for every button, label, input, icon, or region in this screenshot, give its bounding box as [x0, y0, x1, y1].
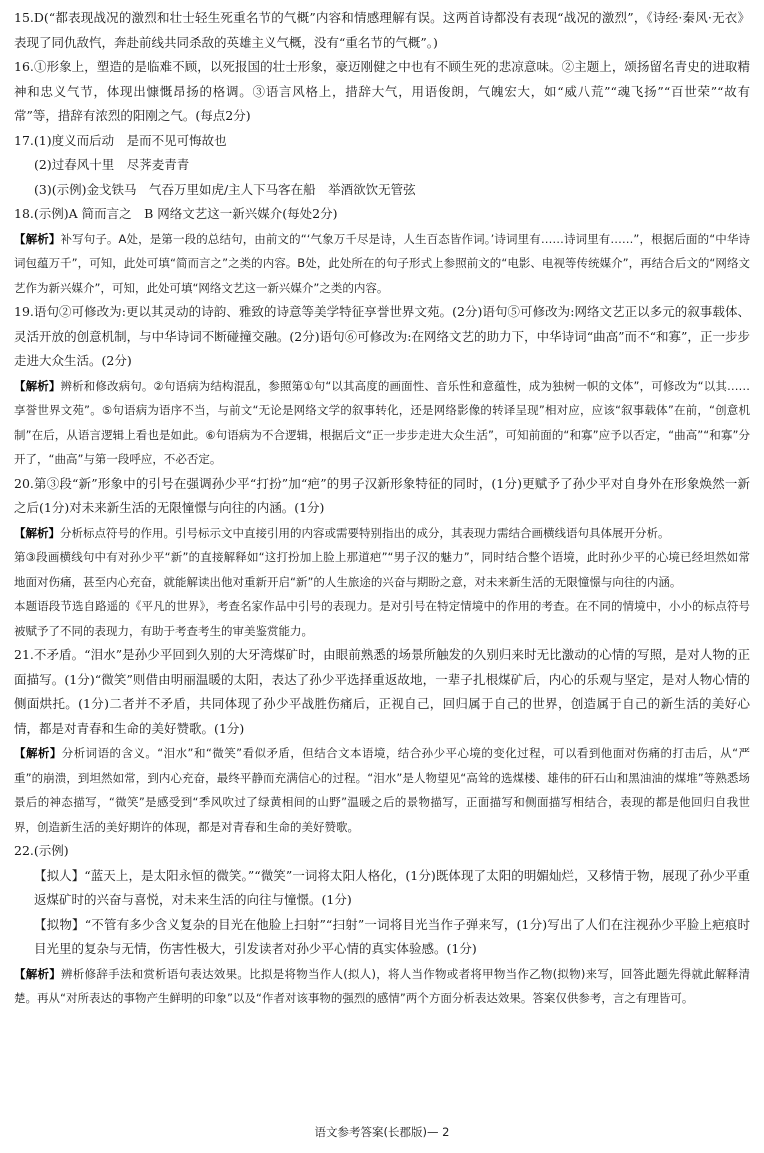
- answer-21: 21.不矛盾。“泪水”是孙少平回到久别的大牙湾煤矿时，由眼前熟悉的场景所触发的久别归来时无比激动的心情的写照，是对人物的正面描写。(1分)“微笑”则借由明丽温暖的太阳，表达了孙少平选择重返故地，一辈子扎根煤矿后，内心的乐观与坚定，是对人物心情的侧面烘托。(1分)二者并不矛盾，共同体现了孙少平战胜伤痛后，正视自己，回归属于自己的世界，创造属于自己的新生活的美好心情，都是对青春和生命的美好赞歌。(1分): [14, 647, 750, 736]
- analysis-20-para-3: 本题语段节选自路遥的《平凡的世界》，考查名家作品中引号的表现力。是对引号在特定情境中的作用的考查。在不同的情境中，小小的标点符号被赋予了不同的表现力，有助于考查考生的审美鉴赏能力。: [14, 599, 750, 638]
- analysis-22: [14, 962, 750, 1011]
- analysis-22-text: 辨析修辞手法和赏析语句表达效果。比拟是将物当作人(拟人)，将人当作物或者将甲物当作乙物(拟物)来写，回答此题先得就此解释清楚。再从“对所表达的事物产生鲜明的印象”以及“作者对该事物的强烈的感情”两个方面分析表达效果。答案仅供参考，言之有理皆可。: [14, 966, 750, 1005]
- analysis-tag: 【解析】: [14, 231, 61, 246]
- page-footer: 语文参考答案(长郡版)— 2: [314, 1125, 450, 1139]
- analysis-21-text: 分析词语的含义。“泪水”和“微笑”看似矛盾，但结合文本语境，结合孙少平心境的变化过程，可以看到他面对伤痛的打击后，从“严重”的崩溃，到坦然如常，到内心充奋，最终平静而充满信心的过程。“泪水”是人物望见“高耸的选煤楼、雄伟的矸石山和黑油油的煤堆”等熟悉场景后的神态描写，“微笑”是感受到“季风吹过了绿黄相间的山野”温暖之后的景物描写，正面描写和侧面描写相结合，表现的都是他回归自我世界，创造新生活的美好期许的体现，都是对青春和生命的美好赞歌。: [14, 746, 750, 834]
- answer-18: 18.(示例)A 简而言之 B 网络文艺这一新兴媒介(每处2分): [14, 206, 338, 221]
- analysis-21: [14, 741, 750, 839]
- answer-22-personification: 【拟人】“蓝天上，是太阳永恒的微笑。”“微笑”一词将太阳人格化，(1分)既体现了太阳的明媚灿烂，又移情于物，展现了孙少平重返煤矿时的兴奋与喜悦，对未来生活的向往与憧憬。(1分): [34, 867, 750, 907]
- answer-19: 19.语句②可修改为:更以其灵动的诗韵、雅致的诗意等美学特征享誉世界文苑。(2分)语句⑤可修改为:网络文艺正以多元的叙事载体、灵活开放的创意机制，与中华诗词不断碰撞交融。(2分)语句⑥可修改为:在网络文艺的助力下，中华诗词“曲高”而不“和寡”，正一步步走进大众生活。(2分): [14, 304, 750, 368]
- answer-17-2: (2)过春风十里 尽荠麦青青: [34, 157, 190, 172]
- analysis-20: [14, 521, 750, 546]
- answer-22-objectification: 【拟物】“不管有多少含义复杂的目光在他脸上扫射”“扫射”一词将目光当作子弹来写，(1分)写出了人们在注视孙少平脸上疤痕时目光里的复杂与无情，伤害性极大，引发读者对孙少平心情的真实体验感。(1分): [34, 916, 750, 956]
- analysis-19: [14, 374, 750, 472]
- answer-16: 16.①形象上，塑造的是临难不顾，以死报国的壮士形象，豪迈刚健之中也有不顾生死的悲凉意味。②主题上，颂扬留名青史的进取精神和忠义气节，体现出慷慨昂扬的格调。③语言风格上，措辞大气，用语俊朗，气魄宏大，如“威八荒”“魂飞扬”“百世荣”“故有常”等，措辞有浓烈的阳刚之气。(每点2分): [14, 59, 750, 123]
- analysis-18-text: 补写句子。A处，是第一段的总结句，由前文的“‘气象万千尽是诗，人生百态皆作词。’诗词里有……诗词里有……”，根据后面的“中华诗词包蕴万千”，可知，此处可填“简而言之”之类的内容。B处，此处所在的句子形式上参照前文的“电影、电视等传统媒介”，再结合后文的“网络文艺作为新兴媒介”，可知，此处可填“网络文艺这一新兴媒介”之类的内容。: [14, 231, 751, 295]
- analysis-tag: 【解析】: [14, 746, 62, 760]
- answer-page: [14, 6, 750, 1011]
- answer-17-3: (3)(示例)金戈铁马 气吞万里如虎/主人下马客在船 举酒欲饮无管弦: [34, 181, 416, 197]
- analysis-tag: 【解析】: [14, 525, 60, 540]
- answer-15: 15.D(“都表现战况的激烈和壮士轻生死重名节的气概”内容和情感理解有误。这两首诗都没有表现“战况的激烈”，《诗经·秦风·无衣》表现了同仇敌忾，奔赴前线共同杀敌的英雄主义气概，没有“重名节的气概”。): [14, 10, 750, 50]
- analysis-20-para-2: 第③段画横线句中有对孙少平“新”的直接解释如“这打扮加上脸上那道疤”“男子汉的魅力”，同时结合整个语境，此时孙少平的心境已经坦然如常地面对伤痛，甚至内心充奋，就能解读出他对重新开启“新”的人生旅途的兴奋与期盼之意，对未来新生活的无限憧憬与向往的内涵。: [14, 550, 750, 589]
- answer-17-1: 17.(1)度义而后动 是而不见可悔故也: [14, 132, 227, 148]
- answer-20: 20.第③段“新”形象中的引号在强调孙少平“打扮”加“疤”的男子汉新形象特征的同时，(1分)更赋予了孙少平对自身外在形象焕然一新之后(1分)对未来新生活的无限憧憬与向往的内涵。(1分): [14, 475, 750, 515]
- analysis-tag: 【解析】: [14, 966, 62, 981]
- answer-22: 22.(示例): [14, 843, 69, 858]
- analysis-20-text-1: 分析标点符号的作用。引号标示文中直接引用的内容或需要特别指出的成分，其表现力需结合画横线语句具体展开分析。: [60, 525, 670, 540]
- analysis-18: [14, 227, 750, 301]
- analysis-tag: 【解析】: [14, 378, 61, 393]
- analysis-19-text: 辨析和修改病句。②句语病为结构混乱，参照第①句“以其高度的画面性、音乐性和意蕴性，成为独树一帜的文体”，可修改为“以其……享誉世界文苑”。⑤句语病为语序不当，与前文“无论是网络文学的叙事转化，还是网络影像的转译呈现”相对应，应该“叙事载体”在前，“创意机制”在后，从语言逻辑上看也是如此。⑥句语病为不合逻辑，根据后文“正一步步走进大众生活”，可知前面的“和寡”应予以否定，“曲高”“和寡”分开了，“曲高”与第一段呼应，不必否定。: [14, 378, 750, 466]
